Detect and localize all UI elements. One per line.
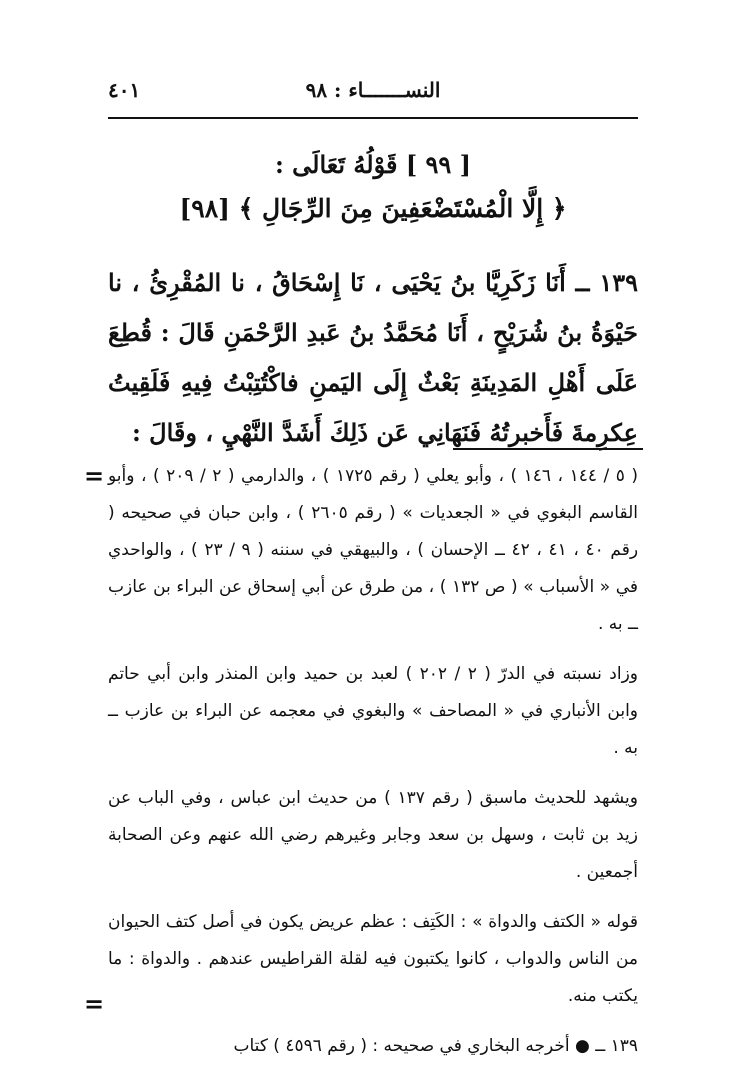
continuation-marker: = (84, 990, 105, 1018)
hadith-paragraph: ١٣٩ ــ أَنَا زَكَرِيَّا بنُ يَحْيَى ، نَا إِسْحَاقُ ، نا المُقْرِئُ ، نا حَيْوَةُ بنُ شُرَيْحٍ ، أَنَا مُحَمَّدُ بنُ عَبدِ الرَّحْمَنِ قَالَ : قُطِعَ عَلَى أَهْلِ المَدِينَةِ بَعْثٌ إِلَى اليَمنِ فاكْتُتِبْتُ فِيهِ فَلَقِيتُ عِكرِمةَ فَأَخبرتُهُ فَنَهَانِي عَن ذَلِكَ أَشَدَّ النَّهْيِ ، وقَالَ : (108, 268, 638, 447)
running-head (108, 78, 638, 114)
section-heading: [ ٩٩ ] قَوْلُهُ تَعَالَى : (274, 150, 472, 179)
footnotes (108, 458, 638, 1065)
footnote-divider (453, 448, 643, 450)
footnote-paragraph: ( ٥ / ١٤٤ ، ١٤٦ ) ، وأبو يعلي ( رقم ١٧٢٥ ) ، والدارمي ( ٢ / ٢٠٩ ) ، وأبو القاسم البغوي في « الجعديات » ( رقم ٢٦٠٥ ) ، وابن حبان في صحيحه ( رقم ٤٠ ، ٤١ ، ٤٢ ــ الإحسان ) ، والبيهقي في سننه ( ٩ / ٢٣ ) ، والواحدي في « الأسباب » ( ص ١٣٢ ) ، من طرق عن أبي إسحاق عن البراء بن عازب ــ به . (108, 466, 639, 634)
footnote-paragraph: وزاد نسبته في الدرّ ( ٢ / ٢٠٢ ) لعبد بن حميد وابن المنذر وابن أبي حاتم وابن الأنباري في « المصاحف » والبغوي في معجمه عن البراء بن عازب ــ به . (108, 664, 639, 758)
running-head-title: النســـــــاء : ٩٨ (305, 78, 441, 102)
page-number: ٤٠١ (108, 78, 141, 102)
main-text (108, 258, 638, 458)
footnote-paragraph: قوله « الكتف والدواة » : الكَتِف : عظم عريض يكون في أصل كتف الحيوان من الناس والدواب ، كانوا يكتبون فيه لقلة القراطيس عندهم . والدواة : ما يكتب منه. (108, 912, 638, 1006)
quranic-verse: ﴿ إِلَّا الْمُسْتَضْعَفِينَ مِنَ الرِّجَالِ ﴾ [٩٨] (179, 194, 567, 223)
footnote-paragraph: ١٣٩ ــ ● أخرجه البخاري في صحيحه : ( رقم ٤٥٩٦ ) كتاب (233, 1036, 638, 1056)
header-divider (108, 117, 638, 119)
footnote-paragraph: ويشهد للحديث ماسبق ( رقم ١٣٧ ) من حديث ابن عباس ، وفي الباب عن زيد بن ثابت ، وسهل بن سعد وجابر وغيرهم رضي الله عنهم وعن الصحابة أجمعين . (108, 788, 638, 882)
continuation-marker: = (84, 462, 105, 490)
